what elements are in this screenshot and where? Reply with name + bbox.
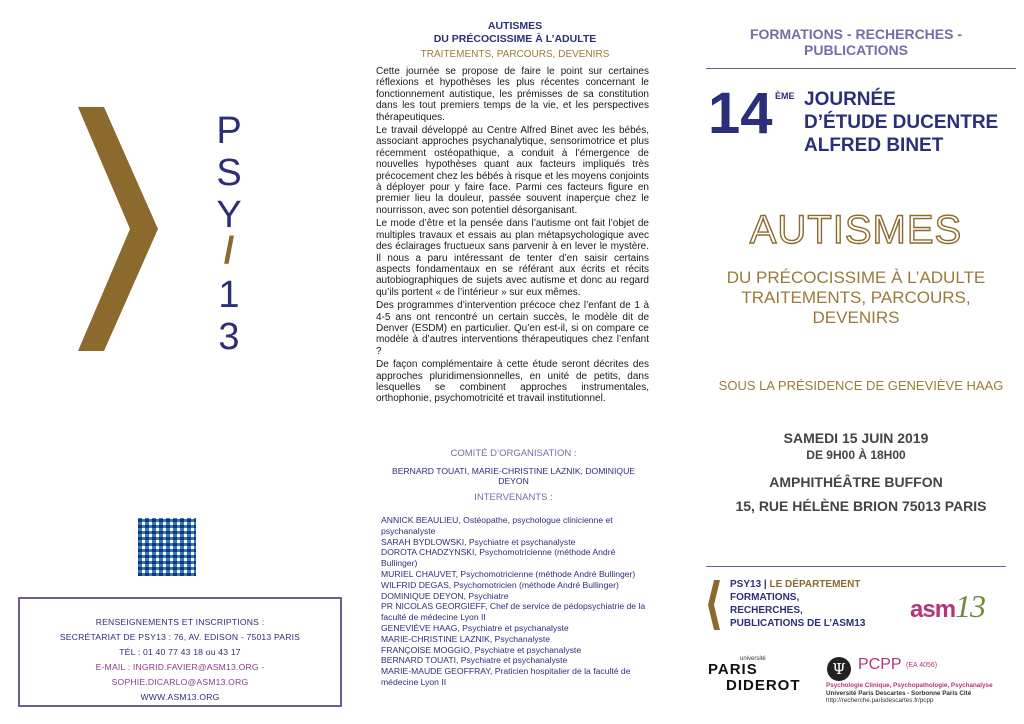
speakers-list [381, 515, 651, 688]
diderot-text: DIDEROT [726, 677, 801, 694]
middle-subtitle2: TRAITEMENTS, PARCOURS, DEVENIRS [420, 49, 610, 60]
presidence: SOUS LA PRÉSIDENCE DE GENEVIÈVE HAAG [718, 378, 1004, 393]
psy-letter-3: 3 [218, 316, 240, 358]
pcpp-code: (EA 4056) [906, 662, 938, 669]
pcpp-line-2: Université Paris Descartes - Sorbonne Paris Cité [826, 689, 972, 697]
paris-small: université [740, 656, 766, 662]
intro-text [376, 66, 649, 407]
speaker-item: MARIE-MAUDE GEOFFRAY, Praticien hospitalier de la faculté de médecine Lyon II [381, 666, 631, 687]
header-line-1: FORMATIONS - RECHERCHES - [749, 26, 963, 42]
paragraph: Le travail développé au Centre Alfred Binet avec les bébés, associant approches psychanalytique, sensorimotrice et plus récemment ostéopathique, a conduit à l’émergence de nouvelles hypothèses quant aux facteurs impliqués très précocement chez les bébés à risque et les moyens conjoints à déployer pour y faire face. Parmi ces facteurs figure en premier lieu la douleur, passée souvent inaperçue chez le nourrisson, avec son potentiel désorganisant. [376, 125, 649, 216]
committee-names: BERNARD TOUATI, MARIE-CHRISTINE LAZNIK, DOMINIQUE DEYON [391, 466, 636, 486]
speaker-item: PR NICOLAS GEORGIEFF, Chef de service de pédopsychiatrie de la faculté de médecine Lyon II [381, 601, 646, 623]
info-line-1: RENSEIGNEMENTS ET INSCRIPTIONS : [95, 617, 265, 627]
dept-line-4: PUBLICATIONS DE L’ASM13 [730, 618, 866, 629]
subtitle-line-3: DEVENIRS [812, 308, 900, 327]
speakers-title: INTERVENANTS : [474, 492, 553, 503]
subtitle-line-2: TRAITEMENTS, PARCOURS, [741, 288, 971, 307]
asm-logo-number: 13 [955, 588, 986, 624]
subtitle-line-1: DU PRÉCOCISSIME À L’ADULTE [726, 268, 986, 287]
info-line-phone: TÉL : 01 40 77 43 18 ou 43 17 [119, 647, 241, 657]
asm-logo-text: asm [910, 596, 956, 623]
paragraph: Cette journée se propose de faire le point sur certaines réflexions et hypothèses les plus récentes concernant le fonctionnement autistique, les prémisses de sa constitution dans les tout premiers temps de la vie, et les perspectives thérapeutiques. [376, 66, 649, 123]
paragraph: Des programmes d’intervention précoce chez l’enfant de 1 à 4-5 ans ont rencontré un certain succès, le modèle dit de Denver (ESDM) en particulier. Qu’en est-il, si on compare ce modèle à d’autres interventions thérapeutiques chez l’enfant ? [376, 300, 649, 357]
event-date: SAMEDI 15 JUIN 2019 [783, 430, 929, 446]
paris-diderot-logo [706, 662, 801, 694]
speaker-item: FRANÇOISE MOGGIO, Psychiatre et psychanalyste [381, 644, 582, 655]
pcpp-details [826, 682, 993, 705]
speaker-item: MARIE-CHRISTINE LAZNIK, Psychanalyste [381, 633, 551, 644]
journee-line-2: D’ÉTUDE DUCENTRE [804, 112, 999, 133]
journee-line-3: ALFRED BINET [804, 135, 944, 156]
department-block [730, 578, 865, 630]
info-line-email[interactable]: E-MAIL : INGRID.FAVIER@ASM13.ORG - SOPHIE.DICARLO@ASM13.ORG [95, 662, 265, 687]
speaker-item: DOMINIQUE DEYON, Psychiatre [381, 590, 509, 601]
dept-line-3: RECHERCHES, [730, 605, 803, 616]
dept-line-2: FORMATIONS, [730, 592, 800, 603]
psy-letter-slash: / [223, 230, 235, 272]
qr-code[interactable] [138, 518, 196, 576]
edition-sup: ÈME [775, 91, 795, 101]
psy-letter-p: P [216, 110, 242, 152]
psy-letter-y: Y [216, 194, 242, 236]
speaker-item: SARAH BYDLOWSKI, Psychiatre et psychanalyste [381, 536, 576, 547]
edition-number: 14 [708, 81, 773, 146]
event-venue: AMPHITHÉÂTRE BUFFON [769, 474, 943, 490]
pcpp-line-3[interactable]: http://recherche.parisdescartes.fr/pcpp [826, 697, 934, 705]
speaker-item: BERNARD TOUATI, Psychiatre et psychanalyste [381, 655, 568, 666]
speaker-item: GENEVIÈVE HAAG, Psychiatre et psychanalyste [381, 622, 569, 633]
chevron-small-icon [708, 580, 722, 630]
journee-line-1: JOURNÉE [804, 89, 896, 110]
journee-title [804, 88, 998, 157]
pcpp-title: PCPP [858, 656, 902, 673]
divider [706, 68, 1016, 69]
middle-title: AUTISMES [487, 20, 543, 32]
speaker-item: MURIEL CHAUVET, Psychomotricienne (méthode André Bullinger) [381, 568, 636, 579]
divider [706, 566, 1006, 567]
dept-psy13: PSY13 | [730, 579, 770, 590]
speaker-item: DOROTA CHADZYNSKI, Psychomotricienne (méthode André Bullinger) [381, 547, 616, 569]
paragraph: De façon complémentaire à cette étude seront décrites des approches pluridimensionnelles, en unité de petits, dans lesquelles se combinent approches instrumentales, orthophonie, psychomotricité et travail institutionnel. [376, 359, 649, 405]
subtitle-block [716, 268, 996, 328]
committee-title: COMITÉ D’ORGANISATION : [450, 448, 577, 459]
info-line-address: SECRÉTARIAT DE PSY13 : 76, AV. EDISON - 75013 PARIS [59, 632, 301, 642]
speaker-item: ANNICK BEAULIEU, Ostéopathe, psychologue clinicienne et psychanalyste [381, 515, 613, 536]
dept-le: LE DÉPARTEMENT [769, 579, 861, 590]
paris-text: PARIS [708, 661, 758, 678]
pcpp-line-1: Psychologie Clinique, Psychopathologie, Psychanalyse [826, 682, 993, 689]
psy-letter-1: 1 [218, 274, 240, 316]
info-line-website[interactable]: WWW.ASM13.ORG [140, 692, 220, 702]
header-line-2: PUBLICATIONS [804, 42, 908, 58]
speaker-item: WILFRID DEGAS, Psychomotricien (méthode André Bullinger) [381, 579, 619, 590]
asm-logo [910, 588, 985, 625]
event-hours: DE 9H00 À 18H00 [806, 448, 906, 462]
svg-text:Ψ: Ψ [832, 660, 846, 678]
middle-subtitle: DU PRÉCOCISSIME À L’ADULTE [433, 33, 597, 45]
pcpp-psi-icon [826, 656, 852, 682]
paragraph: Le mode d’être et la pensée dans l’autisme ont fait l’objet de multiples travaux et essais au plan métapsychologique avec des éclairages fructueux sans parvenir à en lever le mystère. Il nous a paru intéressant de tenter d’en saisir certains aspects fondamentaux en se référant aux écrits et récits autobiographiques de sujets avec autisme et donc au regard qu’ils portent « de l’intérieur » sur eux mêmes. [376, 218, 649, 298]
info-box [18, 597, 342, 707]
psy-letter-s: S [216, 152, 242, 194]
event-address: 15, RUE HÉLÈNE BRION 75013 PARIS [735, 498, 987, 514]
chevron-logo-icon [70, 105, 170, 355]
big-title: AUTISMES [749, 208, 963, 252]
